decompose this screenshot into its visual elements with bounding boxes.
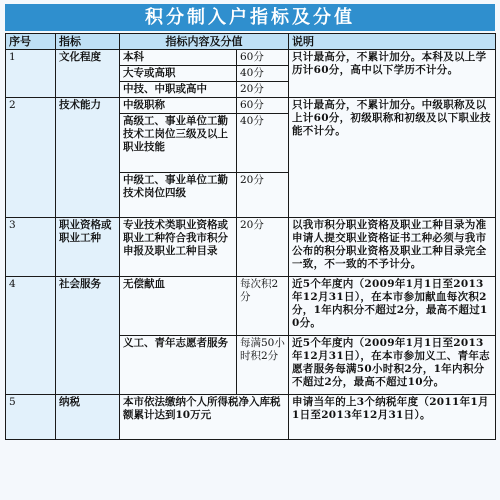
indicator-cell: 纳税 [56, 395, 120, 440]
indicator-cell: 技术能力 [56, 98, 120, 218]
remark-cell: 近5个年度内（2009年1月1日至2013年12月31日），在本市参加献血每次积2分，1年内积分不超过2分，最高不超过10分。 [289, 277, 496, 336]
table-row [6, 50, 496, 66]
score-cell: 20分 [237, 173, 289, 218]
content-cell: 高级工、事业单位工勤技术工岗位三级及以上职业技能 [120, 114, 237, 173]
remark-cell: 申请当年的上3个纳税年度（2011年1月1日至2013年12月31日）。 [289, 395, 496, 440]
content-cell: 专业技术类职业资格或职业工种符合我市积分申报及职业工种目录 [120, 218, 237, 277]
header-remark: 说明 [289, 34, 496, 50]
page-title: 积分制入户指标及分值 [5, 4, 495, 31]
content-cell: 中技、中职或高中 [120, 82, 237, 98]
content-cell: 本科 [120, 50, 237, 66]
indicator-cell: 文化程度 [56, 50, 120, 98]
remark-cell: 近5个年度内（2009年1月1日至2013年12月31日），在本市参加义工、青年志愿者服务每满50小时积2分，1年内积分不超过2分，最高不超过10分。 [289, 336, 496, 395]
header-row [6, 34, 496, 50]
row-number: 1 [6, 50, 56, 98]
remark-cell: 只计最高分，不累计加分。中级职称及以上计60分，初级职称和初级及以下职业技能不计分。 [289, 98, 496, 218]
row-number: 3 [6, 218, 56, 277]
score-cell: 每满50小时积2分 [237, 336, 289, 395]
indicator-cell: 社会服务 [56, 277, 120, 395]
content-cell: 中级工、事业单位工勤技术岗位四级 [120, 173, 237, 218]
table-row [6, 395, 496, 440]
score-cell: 40分 [237, 66, 289, 82]
indicator-cell: 职业资格或职业工种 [56, 218, 120, 277]
points-table [5, 33, 496, 440]
content-cell: 大专或高职 [120, 66, 237, 82]
content-cell: 本市依法缴纳个人所得税净入库税额累计达到10万元 [120, 395, 289, 440]
row-number: 4 [6, 277, 56, 395]
score-cell: 60分 [237, 98, 289, 114]
content-cell: 义工、青年志愿者服务 [120, 336, 237, 395]
table-row [6, 218, 496, 277]
content-cell: 中级职称 [120, 98, 237, 114]
remark-cell: 以我市积分职业资格及职业工种目录为准申请人提交职业资格证书工种必须与我市公布的积分职业资格及职业工种目录完全一致，不一致的不予计分。 [289, 218, 496, 277]
content-cell: 无偿献血 [120, 277, 237, 336]
header-no: 序号 [6, 34, 56, 50]
score-cell: 每次积2分 [237, 277, 289, 336]
remark-cell: 只计最高分，不累计加分。本科及以上学历计60分，高中以下学历不计分。 [289, 50, 496, 98]
header-content: 指标内容及分值 [120, 34, 289, 50]
score-cell: 20分 [237, 82, 289, 98]
score-cell: 20分 [237, 218, 289, 277]
table-row [6, 98, 496, 114]
header-indicator: 指标 [56, 34, 120, 50]
score-cell: 60分 [237, 50, 289, 66]
table-row [6, 277, 496, 336]
row-number: 5 [6, 395, 56, 440]
score-cell: 40分 [237, 114, 289, 173]
row-number: 2 [6, 98, 56, 218]
